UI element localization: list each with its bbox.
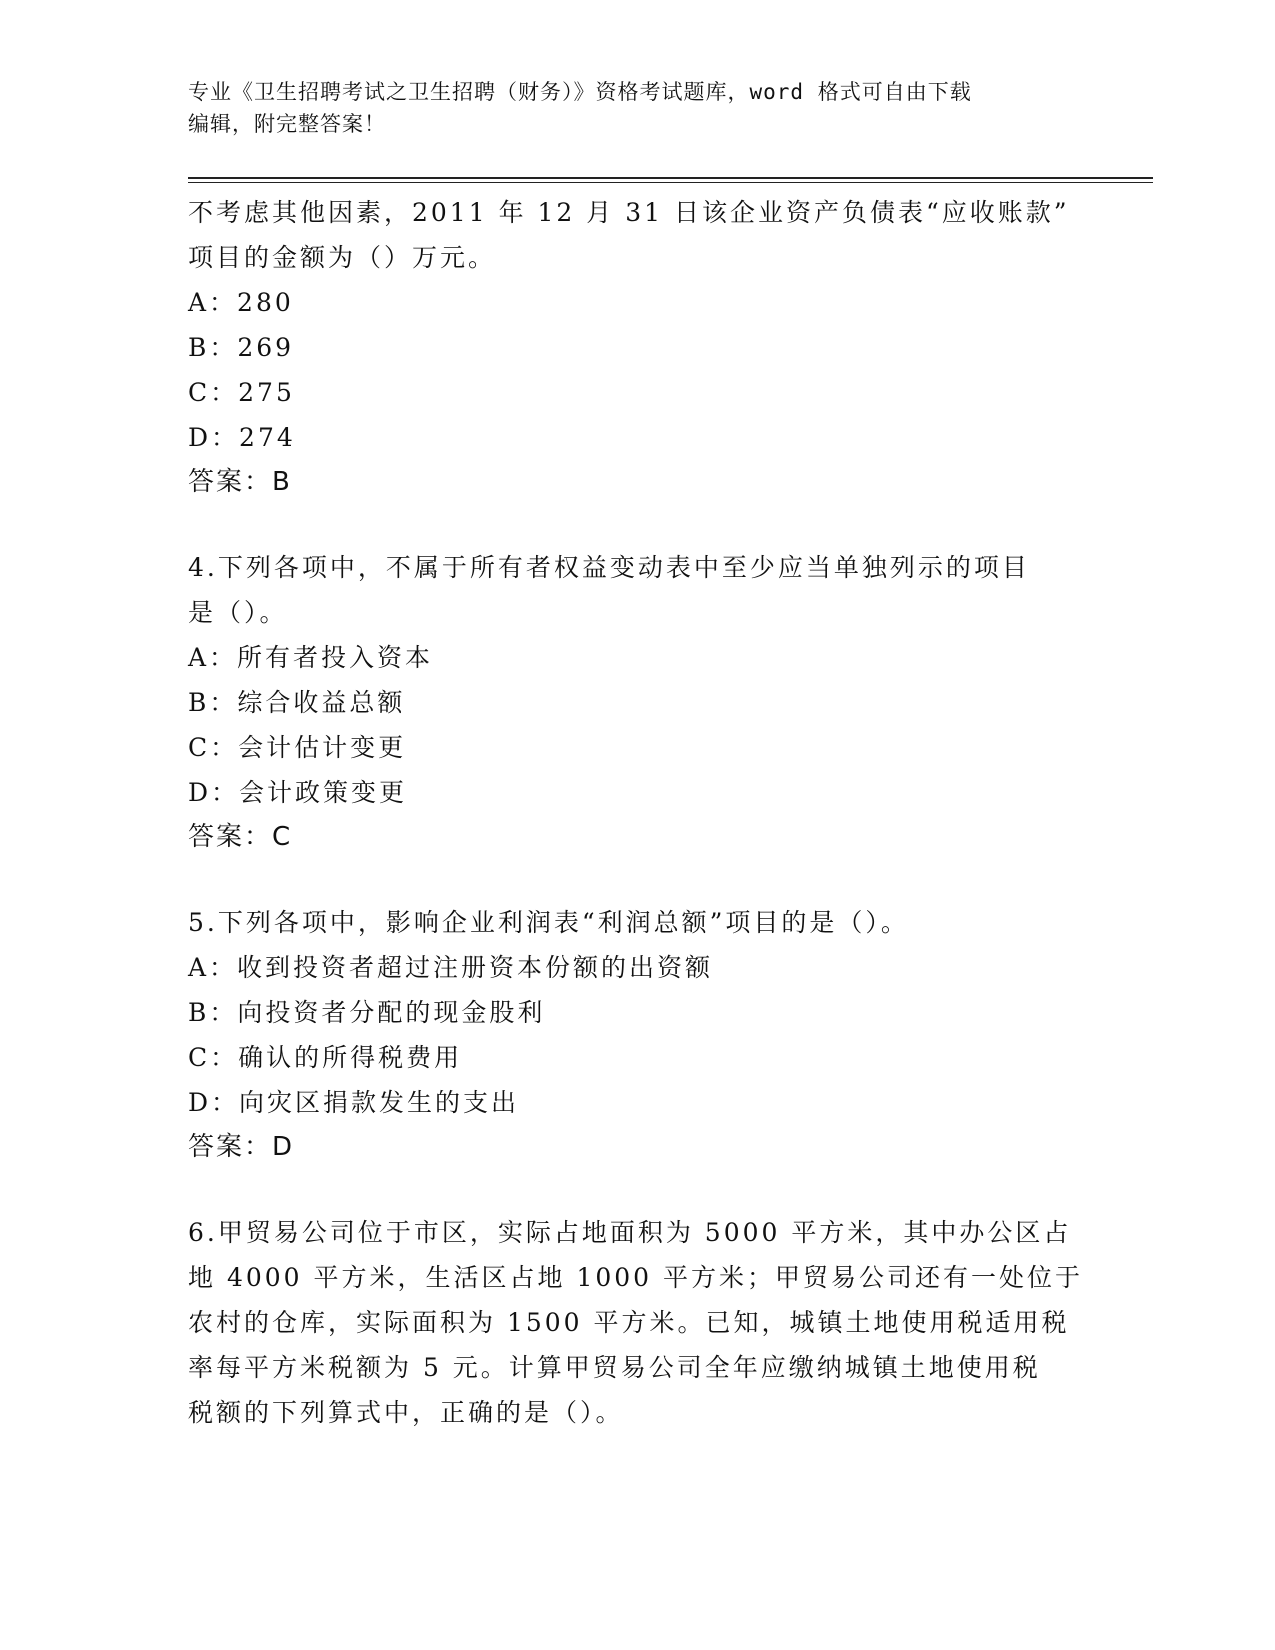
option-a: A：280 — [188, 288, 294, 317]
option-d: D：向灾区捐款发生的支出 — [188, 1088, 520, 1117]
question-stem-line: 农村的仓库，实际面积为 1500 平方米。已知，城镇土地使用税适用税 — [188, 1308, 1070, 1337]
question-stem-line: 5.下列各项中，影响企业利润表“利润总额”项目的是（）。 — [188, 908, 909, 937]
option-a: A：所有者投入资本 — [188, 643, 434, 672]
question-6 — [188, 1210, 1088, 1435]
question-stem-line: 率每平方米税额为 5 元。计算甲贸易公司全年应缴纳城镇土地使用税 — [188, 1353, 1041, 1382]
option-c: C：275 — [188, 378, 295, 407]
document-header — [188, 76, 1088, 140]
question-stem-line: 不考虑其他因素，2011 年 12 月 31 日该企业资产负债表“应收账款” — [188, 198, 1070, 227]
question-4 — [188, 545, 1088, 860]
question-stem-line: 6.甲贸易公司位于市区，实际占地面积为 5000 平方米，其中办公区占 — [188, 1218, 1072, 1247]
option-c: C：确认的所得税费用 — [188, 1043, 463, 1072]
question-stem-line: 4.下列各项中，不属于所有者权益变动表中至少应当单独列示的项目 — [188, 553, 1030, 582]
question-3-continued — [188, 190, 1088, 505]
question-stem-line: 是（）。 — [188, 598, 288, 627]
option-b: B：综合收益总额 — [188, 688, 406, 717]
option-c: C：会计估计变更 — [188, 733, 407, 762]
question-list — [188, 190, 1088, 1435]
answer-label: 答案：D — [188, 1132, 295, 1162]
option-a: A：收到投资者超过注册资本份额的出资额 — [188, 953, 714, 982]
header-divider-thin — [188, 182, 1153, 183]
header-divider-thick — [188, 177, 1153, 179]
option-d: D：274 — [188, 423, 296, 452]
question-5 — [188, 900, 1088, 1170]
option-b: B：269 — [188, 333, 295, 362]
option-d: D：会计政策变更 — [188, 778, 408, 807]
answer-label: 答案：B — [188, 467, 292, 497]
option-b: B：向投资者分配的现金股利 — [188, 998, 546, 1027]
header-line-2: 编辑，附完整答案！ — [188, 112, 386, 136]
answer-label: 答案：C — [188, 822, 293, 852]
question-stem-line: 项目的金额为（）万元。 — [188, 243, 497, 272]
question-stem-line: 地 4000 平方米，生活区占地 1000 平方米；甲贸易公司还有一处位于 — [188, 1263, 1084, 1292]
question-stem-line: 税额的下列算式中，正确的是（）。 — [188, 1398, 624, 1427]
header-line-1: 专业《卫生招聘考试之卫生招聘（财务）》资格考试题库，word 格式可自由下载 — [188, 80, 972, 104]
